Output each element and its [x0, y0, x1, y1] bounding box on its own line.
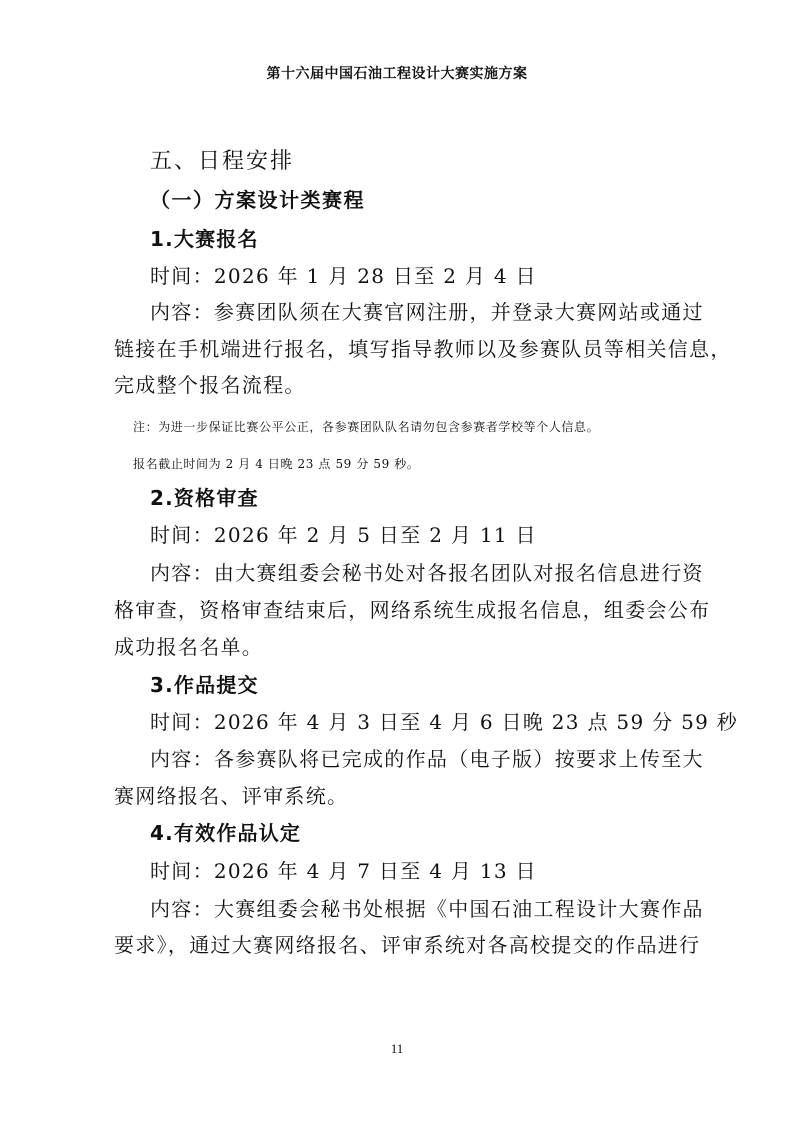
item-content-line: 格审查，资格审查结束后，网络系统生成报名信息，组委会公布 — [114, 598, 711, 622]
item-content-line: 内容：由大赛组委会秘书处对各报名团队对报名信息进行资 — [150, 561, 704, 585]
item-heading-registration: 1.大赛报名 — [150, 227, 259, 251]
item-content-line: 内容：各参赛队将已完成的作品（电子版）按要求上传至大 — [150, 747, 704, 771]
item-content-line: 内容：大赛组委会秘书处根据《中国石油工程设计大赛作品 — [150, 897, 704, 921]
item-content-line: 成功报名名单。 — [114, 635, 264, 659]
item-time: 时间：2026 年 1 月 28 日至 2 月 4 日 — [150, 264, 537, 288]
item-content-line: 内容：参赛团队须在大赛官网注册，并登录大赛网站或通过 — [150, 300, 704, 324]
item-heading-submission: 3.作品提交 — [150, 673, 259, 697]
item-time: 时间：2026 年 2 月 5 日至 2 月 11 日 — [150, 523, 537, 547]
item-content-line: 赛网络报名、评审系统。 — [114, 784, 349, 808]
page-number: 11 — [390, 1041, 404, 1056]
item-time: 时间：2026 年 4 月 3 日至 4 月 6 日晚 23 点 59 分 59 秒 — [150, 710, 739, 734]
item-content-line: 链接在手机端进行报名，填写指导教师以及参赛队员等相关信息， — [114, 337, 732, 361]
item-heading-qualification: 2.资格审查 — [150, 486, 259, 510]
item-time: 时间：2026 年 4 月 7 日至 4 月 13 日 — [150, 859, 537, 883]
subsection-title: （一）方案设计类赛程 — [150, 188, 365, 212]
section-title: 五、日程安排 — [150, 149, 295, 174]
running-header: 第十六届中国石油工程设计大赛实施方案 — [266, 66, 528, 82]
item-content-line: 完成整个报名流程。 — [114, 373, 306, 397]
item-heading-validation: 4.有效作品认定 — [150, 821, 302, 845]
item-content-line: 要求》，通过大赛网络报名、评审系统对各高校提交的作品进行 — [114, 933, 701, 957]
note-line: 注：为进一步保证比赛公平公正，各参赛团队队名请勿包含参赛者学校等个人信息。 — [133, 420, 600, 434]
note-line: 报名截止时间为 2 月 4 日晚 23 点 59 分 59 秒。 — [133, 457, 420, 471]
